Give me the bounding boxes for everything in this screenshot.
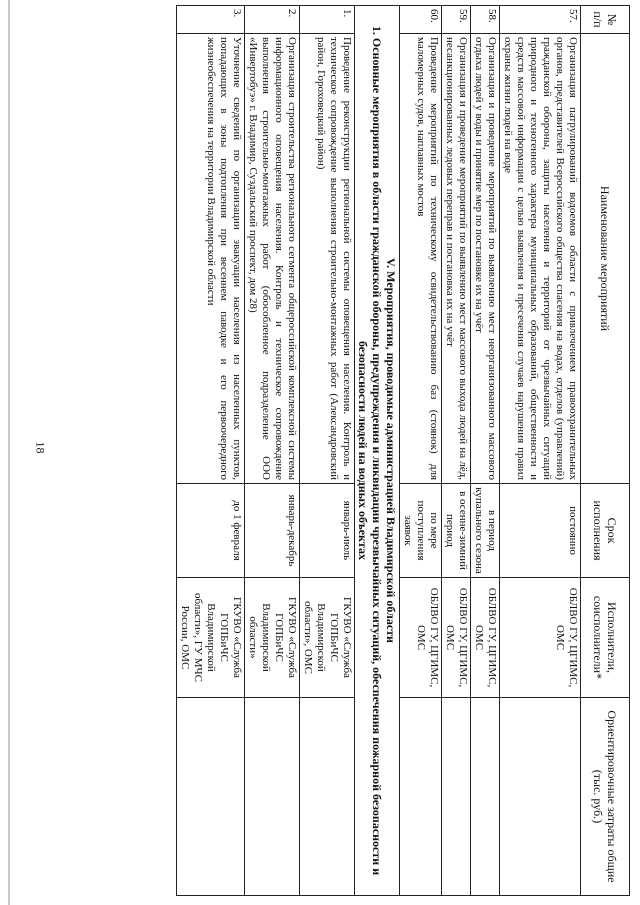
measure-cost [471,698,500,896]
measure-cost [442,698,471,896]
header-term: Срок исполнения [581,484,630,578]
measure-term: до 1 февраля [177,484,245,578]
measure-term: по мере поступления заявок [400,484,442,578]
section-title: V. Мероприятия, проводимые администрацией Владимирской области [384,258,399,643]
row-number: 3. [177,6,245,34]
measure-name: Организация и проведение мероприятий по выявлению мест неорганизованного массового отдыха людей у воды и принятие мер по постановке их на учёт [471,34,500,484]
measure-term: январь-декабрь [245,484,300,578]
measure-term: в осенне-зимний период [442,484,471,578]
page-number: 18 [33,441,48,454]
header-name: Наименование мероприятий [581,34,630,484]
measure-executors: ОБЛВО ГУ, ЦГИМС, ОМС [471,578,500,698]
measure-executors: ГКУВО «Служба ГОПБиЧС Владимирской области» [245,578,300,698]
section-subtitle: 1. Основные мероприятия в области гражданской обороны, предупреждения и ликвидации чрезвычайных ситуаций, обеспечения пожарной безопасности и безопасности людей на водных объектах [356,25,385,876]
table-row [400,6,442,896]
measure-name: Проведение мероприятий по техническому освидетельствованию баз (стоянок) для маломерных судов, наплавных мостов [400,34,442,484]
scan-edge [8,0,10,905]
row-number: 2. [245,6,300,34]
header-num: № п/п [581,6,630,34]
section-row [354,6,399,896]
measure-name: Уточнение сведений по организации эвакуации населения из населенных пунктов, попадающих в зоны подтопления при весеннем паводке и его первоочередного жизнеобеспечения на территории Владимирской области [177,34,245,484]
measure-cost [400,698,442,896]
measures-table [176,5,630,896]
measure-executors: ГКУВО «Служба ГОПБиЧС Владимирской области», ОМС [300,578,355,698]
measure-cost [245,698,300,896]
measure-term: постоянно [500,484,581,578]
table-header-row [581,6,630,896]
measure-name: Организация и проведение мероприятий по выявлению мест массового выхода людей на лёд, несанкционированных ледовых переправ и постановка их на учёт [442,34,471,484]
measure-executors: ОБЛВО ГУ, ЦГИМС, ОМС [400,578,442,698]
table-row [300,6,355,896]
row-number: 1. [300,6,355,34]
measure-name: Организация патрулирований водоемов области с привлечением правоохранительных органов, представителей Всероссийского общества спасения на водах, отделов (управлений) гражданской обороны, защиты населения и территорий от чрезвычайных ситуаций природного и техногенного характера муниципальных образований, общественности и средств массовой информации с целью выявления и пресечения случаев нарушения правил охраны жизни людей на воде [500,34,581,484]
measure-name: Проведение реконструкции региональной системы оповещения населения. Контроль и техническое сопровождение выполнения строительно-монтажных работ (Александровский район, Гороховецкий район) [300,34,355,484]
table-row [442,6,471,896]
header-cost: Ориентировочные затраты общие (тыс. руб.) [581,698,630,896]
measure-executors: ОБЛВО ГУ, ЦГИМС, ОМС [442,578,471,698]
measure-term: в период купального сезона [471,484,500,578]
header-executors: Исполнители, соисполнители* [581,578,630,698]
table-row [177,6,245,896]
measure-name: Организация строительства регионального сегмента общероссийской комплексной системы информационного оповещения населения. Контроль и техническое сопровождение выполнения строительно-монтажных работ (обособленное подразделение ООО «Инвертобуэ» г. Владимир, Суздальский проспект, дом 28) [245,34,300,484]
table-row [245,6,300,896]
document-page [80,5,630,895]
measure-term: январь-июль [300,484,355,578]
row-number: 58. [471,6,500,34]
measure-executors: ОБЛВО ГУ, ЦГИМС, ОМС [500,578,581,698]
table-row [471,6,500,896]
measure-executors: ГКУВО «Служба ГОПБиЧС Владимирской области», ГУ МЧС России, ОМС [177,578,245,698]
section-heading [354,6,399,896]
measure-cost [500,698,581,896]
table-row [500,6,581,896]
row-number: 59. [442,6,471,34]
measure-cost [300,698,355,896]
measure-cost [177,698,245,896]
row-number: 60. [400,6,442,34]
row-number: 57. [500,6,581,34]
